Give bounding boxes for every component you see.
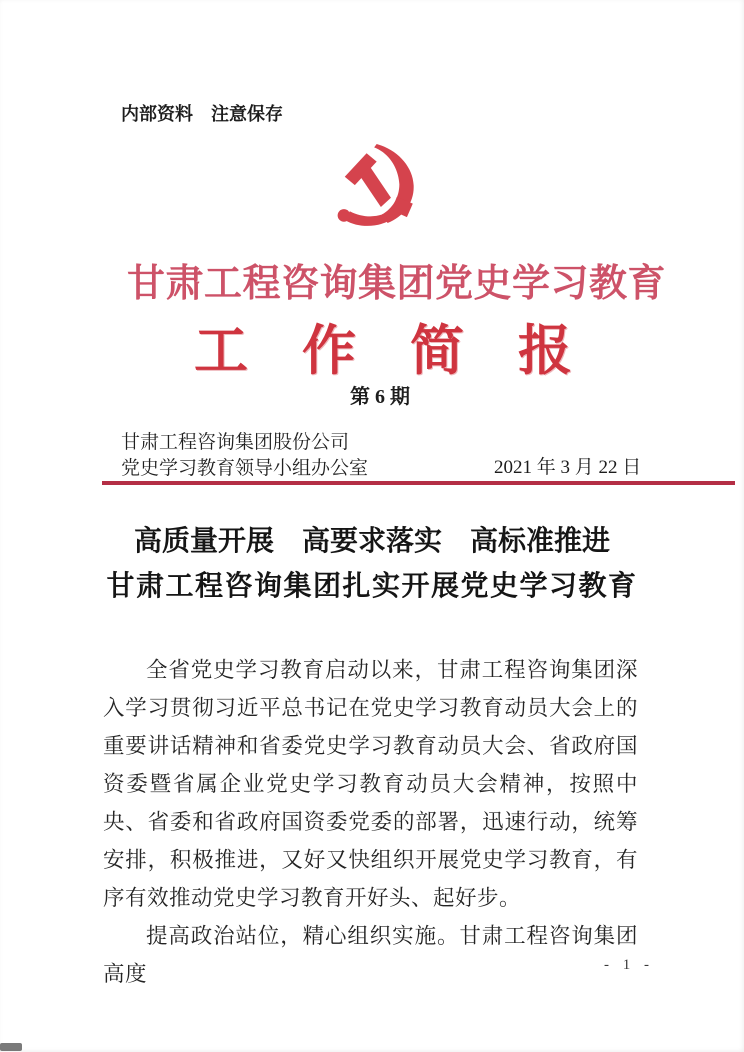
headline-line1: 高质量开展 高要求落实 高标准推进 [133, 526, 610, 557]
issue-number: 第 6 期 [350, 386, 410, 408]
masthead-script-title: 工 作 简 报 [194, 321, 572, 381]
body-paragraph-1: 全省党史学习教育启动以来，甘肃工程咨询集团深入学习贯彻习近平总书记在党史学习教育动员大会上的重要讲话精神和省委党史学习教育动员大会、省政府国资委暨省属企业党史学习教育动员大会精神，按照中央、省委和省政府国资委党委的部署，迅速行动，统筹安排，积极推进，又好又快组织开展党史学习教育，有序有效推动党史学习教育开好头、起好步。 [103, 658, 638, 910]
scan-smudge [0, 1043, 22, 1051]
internal-notice: 内部资料 注意保存 [121, 104, 283, 125]
publish-date: 2021 年 3 月 22 日 [494, 457, 642, 478]
publisher-line2: 党史学习教育领导小组办公室 [121, 458, 369, 479]
party-emblem-icon [333, 144, 417, 228]
publisher-block [121, 430, 368, 482]
article-headline [0, 519, 744, 609]
publisher-line1: 甘肃工程咨询集团股份公司 [121, 432, 350, 453]
article-body [103, 651, 638, 993]
body-paragraph-2: 提高政治站位，精心组织实施。甘肃工程咨询集团高度 [103, 924, 638, 986]
page-number: - 1 - [604, 957, 654, 973]
masthead-divider-rule [102, 481, 735, 485]
masthead-title: 甘肃工程咨询集团党史学习教育 [127, 263, 667, 305]
headline-line2: 甘肃工程咨询集团扎实开展党史学习教育 [106, 571, 638, 602]
